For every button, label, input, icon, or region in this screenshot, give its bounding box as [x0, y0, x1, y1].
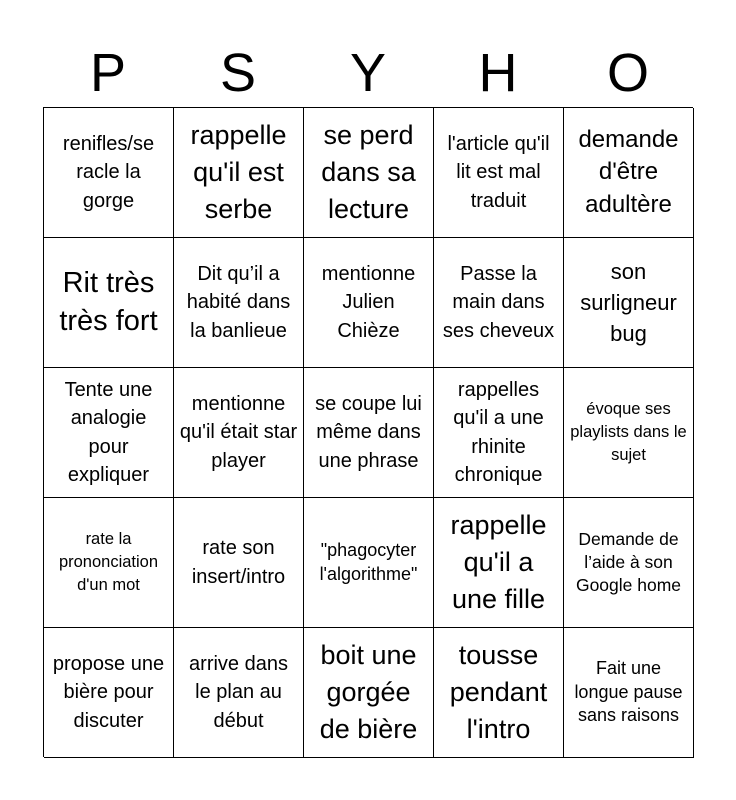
bingo-cell[interactable]: rappelle qu'il est serbe [174, 108, 304, 238]
bingo-cell[interactable]: demande d'être adultère [564, 108, 694, 238]
bingo-cell[interactable]: arrive dans le plan au début [174, 628, 304, 758]
header-letter-p: P [89, 43, 127, 103]
bingo-cell[interactable]: se coupe lui même dans une phrase [304, 368, 434, 498]
bingo-cell[interactable]: Demande de l’aide à son Google home [564, 498, 694, 628]
bingo-cell[interactable]: se perd dans sa lecture [304, 108, 434, 238]
bingo-cell[interactable]: Rit très très fort [44, 238, 174, 368]
bingo-cell[interactable]: Fait une longue pause sans raisons [564, 628, 694, 758]
bingo-cell[interactable]: l'article qu'il lit est mal traduit [434, 108, 564, 238]
bingo-cell[interactable]: boit une gorgée de bière [304, 628, 434, 758]
bingo-cell[interactable]: son surligneur bug [564, 238, 694, 368]
bingo-cell[interactable]: "phagocyter l'algorithme" [304, 498, 434, 628]
bingo-cell[interactable]: Passe la main dans ses cheveux [434, 238, 564, 368]
bingo-cell[interactable]: tousse pendant l'intro [434, 628, 564, 758]
bingo-cell[interactable]: mentionne qu'il était star player [174, 368, 304, 498]
header-letter-o: O [606, 43, 649, 103]
bingo-cell[interactable]: propose une bière pour discuter [44, 628, 174, 758]
bingo-cell[interactable]: Dit qu’il a habité dans la banlieue [174, 238, 304, 368]
bingo-cell[interactable]: Tente une analogie pour expliquer [44, 368, 174, 498]
bingo-grid [43, 107, 693, 757]
bingo-cell[interactable]: rappelle qu'il a une fille [434, 498, 564, 628]
header-letter-h: H [478, 43, 518, 103]
bingo-cell[interactable]: rate la prononciation d'un mot [44, 498, 174, 628]
header-letter-y: Y [349, 43, 387, 103]
bingo-header [43, 38, 693, 108]
bingo-cell[interactable]: évoque ses playlists dans le sujet [564, 368, 694, 498]
bingo-cell[interactable]: rappelles qu'il a une rhinite chronique [434, 368, 564, 498]
bingo-cell[interactable]: renifles/se racle la gorge [44, 108, 174, 238]
header-letter-s: S [219, 43, 257, 103]
bingo-cell[interactable]: mentionne Julien Chièze [304, 238, 434, 368]
bingo-cell[interactable]: rate son insert/intro [174, 498, 304, 628]
